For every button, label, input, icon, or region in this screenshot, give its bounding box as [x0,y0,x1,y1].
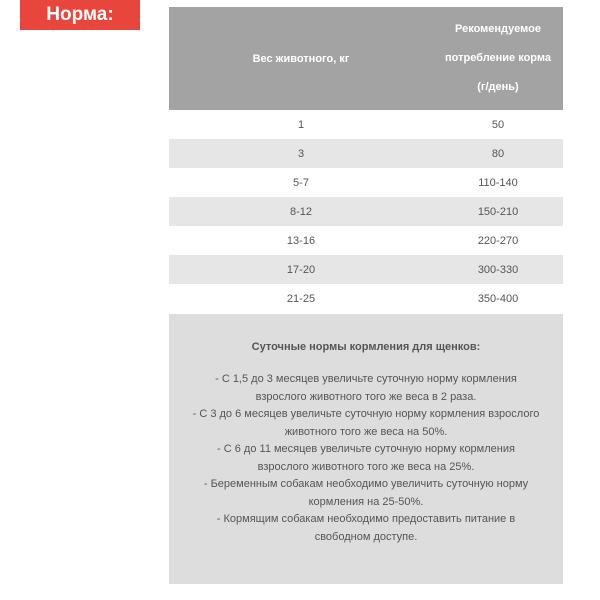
notes-line: - С 3 до 6 месяцев увеличьте суточную норму кормления взрослого животного того же веса на 50%. [192,408,540,438]
puppy-feeding-notes [169,314,563,584]
notes-line: - С 6 до 11 месяцев увеличьте суточную норму кормления взрослого животного того же веса на 25%. [217,443,515,473]
intake-header-line: Рекомендуемое [455,23,541,35]
intake-cell: 150-210 [433,197,563,226]
table-row [169,226,563,255]
weight-cell: 13-16 [169,226,433,255]
intake-cell: 50 [433,110,563,139]
table-row [169,139,563,168]
feeding-table [169,7,563,313]
notes-line: - Кормящим собакам необходимо предоставить питание в свободном доступе. [216,513,516,543]
norm-badge: Норма: [20,0,140,30]
table-row [169,197,563,226]
weight-column-header: Вес животного, кг [169,7,433,110]
weight-cell: 1 [169,110,433,139]
weight-cell: 5-7 [169,168,433,197]
table-header-row [169,7,563,110]
table-row [169,168,563,197]
intake-cell: 110-140 [433,168,563,197]
table-row [169,255,563,284]
table-row [169,284,563,313]
table-row [169,110,563,139]
intake-header-line: (г/день) [477,81,519,93]
intake-cell: 300-330 [433,255,563,284]
intake-cell: 80 [433,139,563,168]
notes-line: - С 1,5 до 3 месяцев увеличьте суточную норму кормления взрослого животного того же веса в 2 раза. [215,373,517,403]
weight-cell: 17-20 [169,255,433,284]
notes-title: Суточные нормы кормления для щенков: [251,341,481,353]
weight-cell: 8-12 [169,197,433,226]
intake-cell: 220-270 [433,226,563,255]
intake-column-header [433,7,563,110]
weight-cell: 3 [169,139,433,168]
intake-header-line: потребление корма [445,52,551,64]
notes-line: - Беременным собакам необходимо увеличить суточную норму кормления на 25-50%. [203,478,529,508]
weight-cell: 21-25 [169,284,433,313]
intake-cell: 350-400 [433,284,563,313]
